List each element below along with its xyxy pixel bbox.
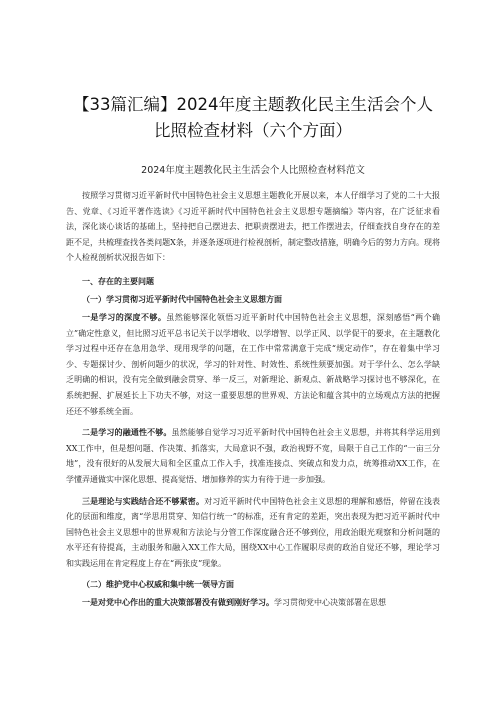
paragraph-study-integration [66,425,440,487]
paragraph-lead: 三是理论与实践结合还不够紧密。 [82,495,205,506]
paragraph-text: 学习贯彻党中心决策部署在思想 [274,598,386,608]
paragraph-study-depth [66,310,440,419]
paragraph-lead: 二是学习的融通性不够。 [82,427,172,438]
paragraph-theory-practice [66,494,440,572]
paragraph-text: 虽然能够深化领悟习近平新时代中国特色社会主义思想，深刻感悟“两个确立”确定性意义，但比照习近平总书记关于以学增收、以学增智、以学正风、以学促干的要求，在主题教化学习过程中还存在急用急学、现用现学的问题，在工作中常常满意于完成“规定动作”，存在着集中学习少、专题探讨少、剖析问题少的状况，学习的针对性、时效性、系统性须要加强。对于学什么、怎么学缺乏明确的相识，没有完全做到融会贯穿、举一反三，对新理论、新观点、新战略学习探讨也不够深化，在系统把握、扩展延长上下功夫不够，对这一重要思想的世界观、方法论和蕴含其中的立场观点方法的把握还还不够系统全面。 [66,312,440,416]
paragraph-lead: 一是学习的深度不够。 [82,311,167,322]
paragraph-lead: 一是对党中心作出的重大决策部署没有做到刚好学习。 [82,597,274,608]
paragraph-text: 对习近平新时代中国特色社会主义思想的理解和感悟，停留在浅表化的层面和维度，离“学思用贯穿、知信行统一”的标准，还有肯定的差距，突出表现为把习近平新时代中国特色社会主义思想中的世界观和方法论与分管工作深度融合还不够到位，用政治眼光观察和分析问题的水平还有待提高，主动服务和融入XX工作大局，围绕XX中心工作履职尽责的政治自觉还不够，理论学习和实践运用在肯定程度上存在“两张皮”现象。 [66,496,440,568]
paragraph-text: 虽然能够自觉学习习近平新时代中国特色社会主义思想，并将其科学运用到XX工作中，但是想问题、作决策、抓落实，大局意识不强，政治视野不宽，局限于自己工作的“一亩三分地”，没有很好的从发展大局和全区重点工作入手，找准连接点、突破点和发力点，统筹推动XX工作，在学懂弄通做实中深化思想、提高觉悟、增加修养的实力有待于进一步加强。 [66,428,441,484]
document-title: 【33篇汇编】2024年度主题教化民主生活会个人比照检查材料（六个方面） [73,95,433,140]
document-subtitle: 2024年度主题教化民主生活会个人比照检查材料范文 [141,165,365,176]
section-heading-problems: 一、存在的主要问题 [82,275,154,286]
subsection-heading-study: （一）学习贯彻习近平新时代中国特色社会主义思想方面 [82,293,282,304]
paragraph-decision-study [66,595,440,611]
subsection-heading-authority: （二）维护党中心权威和集中统一领导方面 [82,579,234,590]
intro-paragraph: 按照学习贯彻习近平新时代中国特色社会主义思想主题教化开展以来，本人仔细学习了党的二十大报告、党章、《习近平著作选读》《习近平新时代中国特色社会主义思想专题摘编》等内容，在广泛征求看法，深化谈心谈话的基础上，坚持把自己摆进去、把职责摆进去，把工作摆进去，仔细查找自身存在的差距不足，共梳理查找各类问题X条，并逐条逐项进行检视剖析，制定整改措施，明确今后的努力方向。现将个人检视剖析状况报告如下： [66,191,440,263]
